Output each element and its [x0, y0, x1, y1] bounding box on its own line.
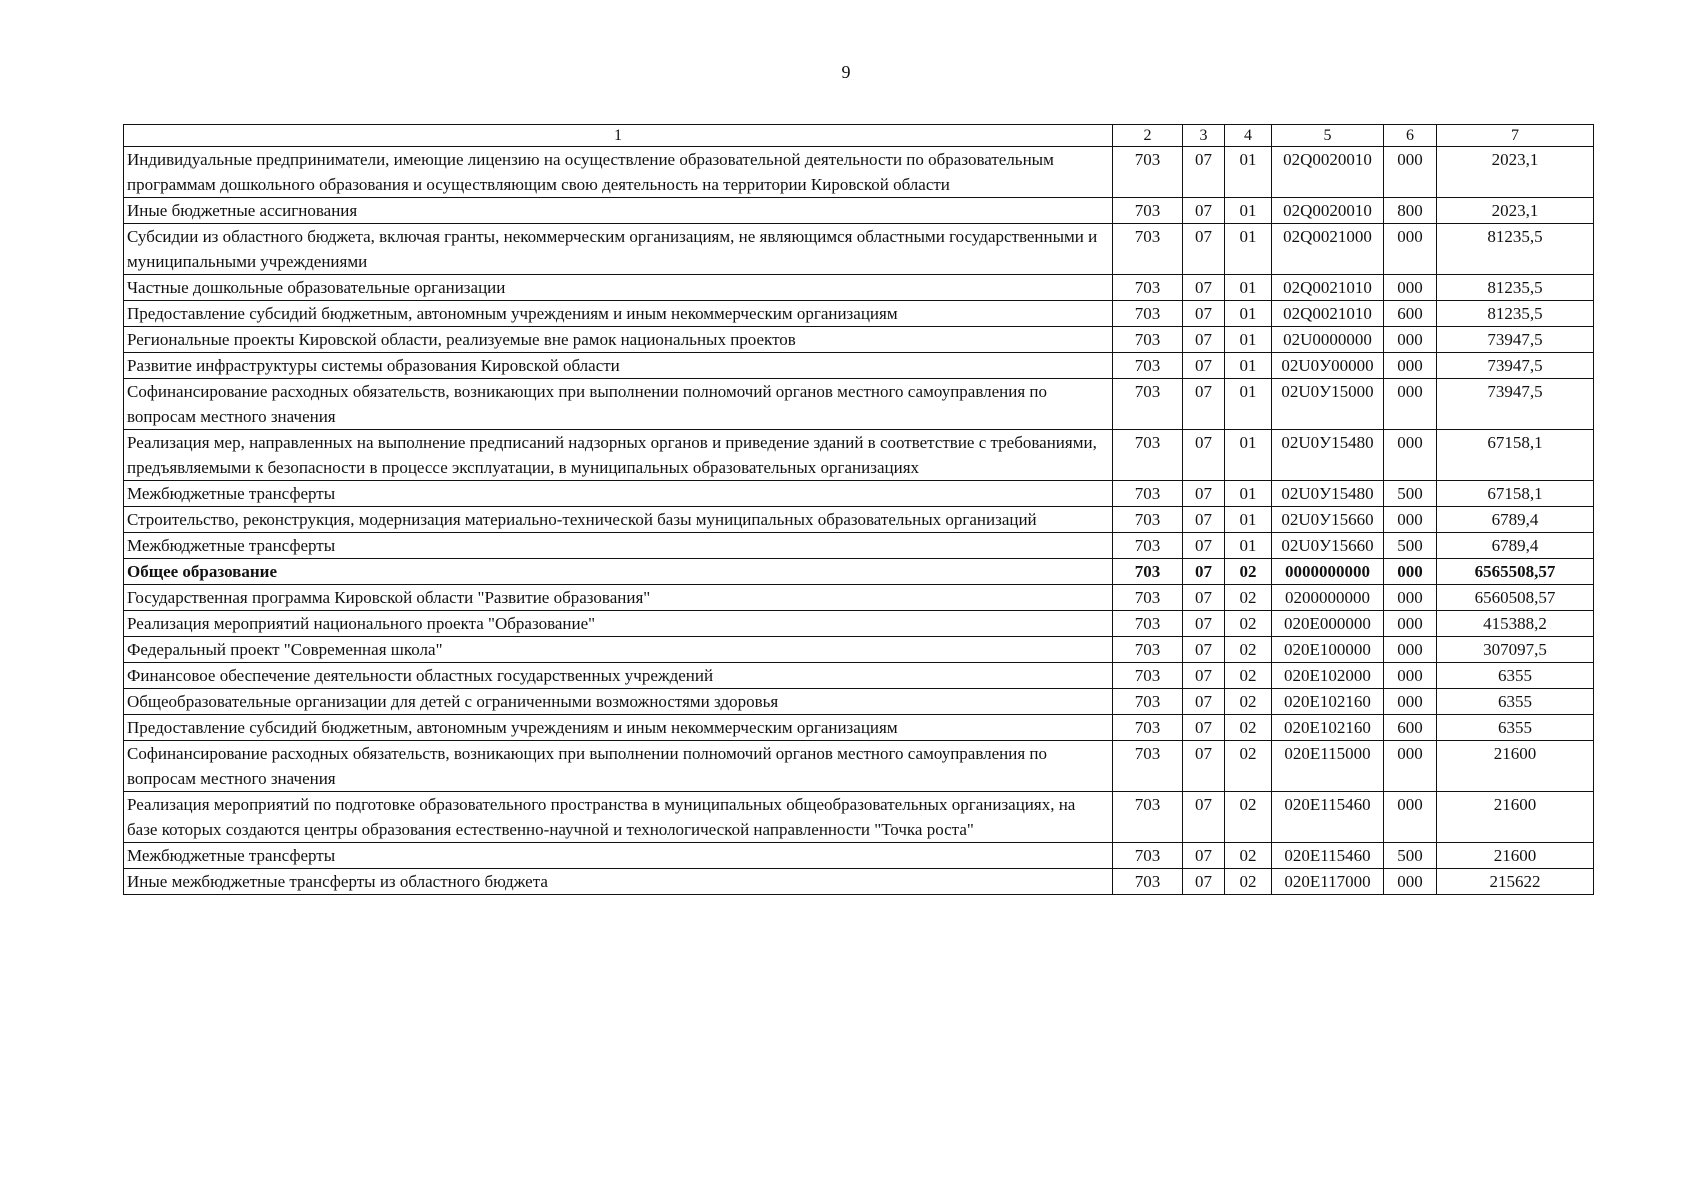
row-col6-cell: 000 [1384, 869, 1437, 895]
row-name-cell: Финансовое обеспечение деятельности областных государственных учреждений [124, 663, 1113, 689]
header-row [124, 125, 1594, 147]
row-col3-cell: 07 [1183, 147, 1225, 198]
row-code-cell: 020E117000 [1272, 869, 1384, 895]
row-amount-cell: 67158,1 [1437, 430, 1594, 481]
row-col4-cell: 02 [1225, 869, 1272, 895]
row-amount-cell: 21600 [1437, 792, 1594, 843]
row-col3-cell: 07 [1183, 481, 1225, 507]
row-code-cell: 02Q0020010 [1272, 147, 1384, 198]
row-col3-cell: 07 [1183, 689, 1225, 715]
header-col-2: 2 [1113, 125, 1183, 147]
row-col2-cell: 703 [1113, 741, 1183, 792]
row-col2-cell: 703 [1113, 533, 1183, 559]
row-name-cell: Региональные проекты Кировской области, реализуемые вне рамок национальных проектов [124, 327, 1113, 353]
row-amount-cell: 2023,1 [1437, 198, 1594, 224]
table-row [124, 353, 1594, 379]
row-col3-cell: 07 [1183, 327, 1225, 353]
row-amount-cell: 6355 [1437, 689, 1594, 715]
row-name-cell: Реализация мероприятий по подготовке образовательного пространства в муниципальных общеобразовательных организациях, на базе которых создаются центры образования естественно-научной и технологической направленности "Точка роста" [124, 792, 1113, 843]
header-col-6: 6 [1384, 125, 1437, 147]
row-col2-cell: 703 [1113, 611, 1183, 637]
row-amount-cell: 215622 [1437, 869, 1594, 895]
table-row [124, 715, 1594, 741]
row-col3-cell: 07 [1183, 869, 1225, 895]
row-code-cell: 02Q0020010 [1272, 198, 1384, 224]
row-col6-cell: 800 [1384, 198, 1437, 224]
row-code-cell: 02U0У15480 [1272, 481, 1384, 507]
row-amount-cell: 6789,4 [1437, 533, 1594, 559]
row-col3-cell: 07 [1183, 353, 1225, 379]
row-col3-cell: 07 [1183, 792, 1225, 843]
row-col3-cell: 07 [1183, 843, 1225, 869]
row-col4-cell: 02 [1225, 843, 1272, 869]
row-col6-cell: 000 [1384, 224, 1437, 275]
row-col3-cell: 07 [1183, 585, 1225, 611]
row-col4-cell: 02 [1225, 585, 1272, 611]
row-col3-cell: 07 [1183, 559, 1225, 585]
table-row [124, 224, 1594, 275]
row-col2-cell: 703 [1113, 585, 1183, 611]
row-col2-cell: 703 [1113, 353, 1183, 379]
table-row [124, 481, 1594, 507]
row-amount-cell: 73947,5 [1437, 353, 1594, 379]
row-code-cell: 0200000000 [1272, 585, 1384, 611]
row-col3-cell: 07 [1183, 430, 1225, 481]
row-amount-cell: 415388,2 [1437, 611, 1594, 637]
row-col2-cell: 703 [1113, 792, 1183, 843]
row-col6-cell: 000 [1384, 430, 1437, 481]
row-col3-cell: 07 [1183, 637, 1225, 663]
row-amount-cell: 6355 [1437, 715, 1594, 741]
row-code-cell: 02U0У00000 [1272, 353, 1384, 379]
table-row [124, 301, 1594, 327]
row-col3-cell: 07 [1183, 301, 1225, 327]
row-col6-cell: 000 [1384, 379, 1437, 430]
row-name-cell: Софинансирование расходных обязательств, возникающих при выполнении полномочий органов местного самоуправления по вопросам местного значения [124, 379, 1113, 430]
row-col3-cell: 07 [1183, 715, 1225, 741]
row-col4-cell: 01 [1225, 533, 1272, 559]
header-col-7: 7 [1437, 125, 1594, 147]
table-row [124, 275, 1594, 301]
row-col3-cell: 07 [1183, 275, 1225, 301]
row-col4-cell: 02 [1225, 741, 1272, 792]
row-col2-cell: 703 [1113, 869, 1183, 895]
row-name-cell: Развитие инфраструктуры системы образования Кировской области [124, 353, 1113, 379]
row-col6-cell: 600 [1384, 715, 1437, 741]
row-col2-cell: 703 [1113, 663, 1183, 689]
row-amount-cell: 73947,5 [1437, 379, 1594, 430]
row-col6-cell: 000 [1384, 741, 1437, 792]
row-name-cell: Предоставление субсидий бюджетным, автономным учреждениям и иным некоммерческим организациям [124, 301, 1113, 327]
row-col6-cell: 000 [1384, 147, 1437, 198]
row-col6-cell: 000 [1384, 792, 1437, 843]
row-amount-cell: 307097,5 [1437, 637, 1594, 663]
row-col4-cell: 01 [1225, 430, 1272, 481]
row-col2-cell: 703 [1113, 507, 1183, 533]
row-amount-cell: 67158,1 [1437, 481, 1594, 507]
row-amount-cell: 6789,4 [1437, 507, 1594, 533]
row-col3-cell: 07 [1183, 663, 1225, 689]
table-row [124, 689, 1594, 715]
row-col4-cell: 01 [1225, 507, 1272, 533]
row-code-cell: 02Q0021010 [1272, 275, 1384, 301]
row-code-cell: 02Q0021010 [1272, 301, 1384, 327]
row-amount-cell: 73947,5 [1437, 327, 1594, 353]
row-col2-cell: 703 [1113, 301, 1183, 327]
row-name-cell: Межбюджетные трансферты [124, 533, 1113, 559]
row-amount-cell: 81235,5 [1437, 224, 1594, 275]
row-col6-cell: 000 [1384, 353, 1437, 379]
row-col6-cell: 600 [1384, 301, 1437, 327]
row-col4-cell: 02 [1225, 663, 1272, 689]
row-code-cell: 02U0У15660 [1272, 533, 1384, 559]
row-code-cell: 020E100000 [1272, 637, 1384, 663]
row-code-cell: 020E000000 [1272, 611, 1384, 637]
row-col6-cell: 000 [1384, 507, 1437, 533]
table-row [124, 327, 1594, 353]
row-col4-cell: 02 [1225, 689, 1272, 715]
budget-table [123, 124, 1594, 895]
table-row [124, 559, 1594, 585]
row-col3-cell: 07 [1183, 198, 1225, 224]
row-col4-cell: 02 [1225, 637, 1272, 663]
row-code-cell: 02U0У15660 [1272, 507, 1384, 533]
row-name-cell: Межбюджетные трансферты [124, 481, 1113, 507]
row-name-cell: Государственная программа Кировской области "Развитие образования" [124, 585, 1113, 611]
row-amount-cell: 2023,1 [1437, 147, 1594, 198]
row-col6-cell: 000 [1384, 611, 1437, 637]
table-row [124, 843, 1594, 869]
row-name-cell: Федеральный проект "Современная школа" [124, 637, 1113, 663]
table-row [124, 585, 1594, 611]
row-name-cell: Субсидии из областного бюджета, включая гранты, некоммерческим организациям, не являющимся областными государственными и муниципальными учреждениями [124, 224, 1113, 275]
row-col2-cell: 703 [1113, 275, 1183, 301]
row-code-cell: 02U0000000 [1272, 327, 1384, 353]
row-col4-cell: 01 [1225, 327, 1272, 353]
table-row [124, 869, 1594, 895]
row-amount-cell: 21600 [1437, 741, 1594, 792]
row-name-cell: Реализация мер, направленных на выполнение предписаний надзорных органов и приведение зданий в соответствие с требованиями, предъявляемыми к безопасности в процессе эксплуатации, в муниципальных образовательных организациях [124, 430, 1113, 481]
header-col-3: 3 [1183, 125, 1225, 147]
row-col6-cell: 000 [1384, 585, 1437, 611]
row-col6-cell: 000 [1384, 327, 1437, 353]
row-code-cell: 02U0У15000 [1272, 379, 1384, 430]
row-col2-cell: 703 [1113, 224, 1183, 275]
row-col2-cell: 703 [1113, 379, 1183, 430]
table-row [124, 430, 1594, 481]
row-code-cell: 020E115460 [1272, 843, 1384, 869]
row-col4-cell: 01 [1225, 198, 1272, 224]
row-code-cell: 020E115460 [1272, 792, 1384, 843]
row-col6-cell: 000 [1384, 689, 1437, 715]
row-name-cell: Межбюджетные трансферты [124, 843, 1113, 869]
row-name-cell: Предоставление субсидий бюджетным, автономным учреждениям и иным некоммерческим организациям [124, 715, 1113, 741]
row-amount-cell: 6565508,57 [1437, 559, 1594, 585]
row-name-cell: Строительство, реконструкция, модернизация материально-технической базы муниципальных образовательных организаций [124, 507, 1113, 533]
table-row [124, 611, 1594, 637]
row-col4-cell: 01 [1225, 147, 1272, 198]
row-col4-cell: 02 [1225, 559, 1272, 585]
row-code-cell: 02U0У15480 [1272, 430, 1384, 481]
row-code-cell: 0000000000 [1272, 559, 1384, 585]
row-code-cell: 020E115000 [1272, 741, 1384, 792]
row-amount-cell: 6355 [1437, 663, 1594, 689]
row-col2-cell: 703 [1113, 715, 1183, 741]
row-name-cell: Софинансирование расходных обязательств, возникающих при выполнении полномочий органов местного самоуправления по вопросам местного значения [124, 741, 1113, 792]
table-row [124, 147, 1594, 198]
row-name-cell: Реализация мероприятий национального проекта "Образование" [124, 611, 1113, 637]
row-col6-cell: 500 [1384, 843, 1437, 869]
table-row [124, 507, 1594, 533]
row-name-cell: Общее образование [124, 559, 1113, 585]
row-name-cell: Общеобразовательные организации для детей с ограниченными возможностями здоровья [124, 689, 1113, 715]
row-col6-cell: 000 [1384, 663, 1437, 689]
table-row [124, 198, 1594, 224]
row-col2-cell: 703 [1113, 481, 1183, 507]
row-name-cell: Индивидуальные предприниматели, имеющие лицензию на осуществление образовательной деятельности по образовательным программам дошкольного образования и осуществляющим свою деятельность на территории Кировской области [124, 147, 1113, 198]
row-col3-cell: 07 [1183, 379, 1225, 430]
row-col4-cell: 01 [1225, 481, 1272, 507]
row-col3-cell: 07 [1183, 533, 1225, 559]
row-col2-cell: 703 [1113, 843, 1183, 869]
table-row [124, 379, 1594, 430]
row-col4-cell: 02 [1225, 715, 1272, 741]
row-col4-cell: 01 [1225, 353, 1272, 379]
table-row [124, 663, 1594, 689]
row-amount-cell: 81235,5 [1437, 301, 1594, 327]
header-col-1: 1 [124, 125, 1113, 147]
row-col6-cell: 000 [1384, 559, 1437, 585]
row-col6-cell: 000 [1384, 637, 1437, 663]
table-row [124, 533, 1594, 559]
row-col2-cell: 703 [1113, 430, 1183, 481]
table-row [124, 637, 1594, 663]
row-code-cell: 02Q0021000 [1272, 224, 1384, 275]
row-col6-cell: 500 [1384, 481, 1437, 507]
row-name-cell: Иные межбюджетные трансферты из областного бюджета [124, 869, 1113, 895]
row-col3-cell: 07 [1183, 611, 1225, 637]
row-col2-cell: 703 [1113, 147, 1183, 198]
row-col2-cell: 703 [1113, 689, 1183, 715]
row-col6-cell: 000 [1384, 275, 1437, 301]
row-col6-cell: 500 [1384, 533, 1437, 559]
row-col3-cell: 07 [1183, 741, 1225, 792]
row-col4-cell: 01 [1225, 379, 1272, 430]
row-amount-cell: 21600 [1437, 843, 1594, 869]
header-col-5: 5 [1272, 125, 1384, 147]
row-amount-cell: 6560508,57 [1437, 585, 1594, 611]
row-name-cell: Иные бюджетные ассигнования [124, 198, 1113, 224]
row-col4-cell: 01 [1225, 224, 1272, 275]
row-code-cell: 020E102160 [1272, 689, 1384, 715]
page-number: 9 [841, 62, 851, 82]
table-row [124, 741, 1594, 792]
table-row [124, 792, 1594, 843]
row-col2-cell: 703 [1113, 327, 1183, 353]
row-col4-cell: 01 [1225, 301, 1272, 327]
row-name-cell: Частные дошкольные образовательные организации [124, 275, 1113, 301]
row-col4-cell: 01 [1225, 275, 1272, 301]
row-col3-cell: 07 [1183, 224, 1225, 275]
row-col2-cell: 703 [1113, 559, 1183, 585]
row-col3-cell: 07 [1183, 507, 1225, 533]
row-code-cell: 020E102000 [1272, 663, 1384, 689]
row-amount-cell: 81235,5 [1437, 275, 1594, 301]
row-col2-cell: 703 [1113, 637, 1183, 663]
row-code-cell: 020E102160 [1272, 715, 1384, 741]
header-col-4: 4 [1225, 125, 1272, 147]
row-col2-cell: 703 [1113, 198, 1183, 224]
row-col4-cell: 02 [1225, 611, 1272, 637]
row-col4-cell: 02 [1225, 792, 1272, 843]
